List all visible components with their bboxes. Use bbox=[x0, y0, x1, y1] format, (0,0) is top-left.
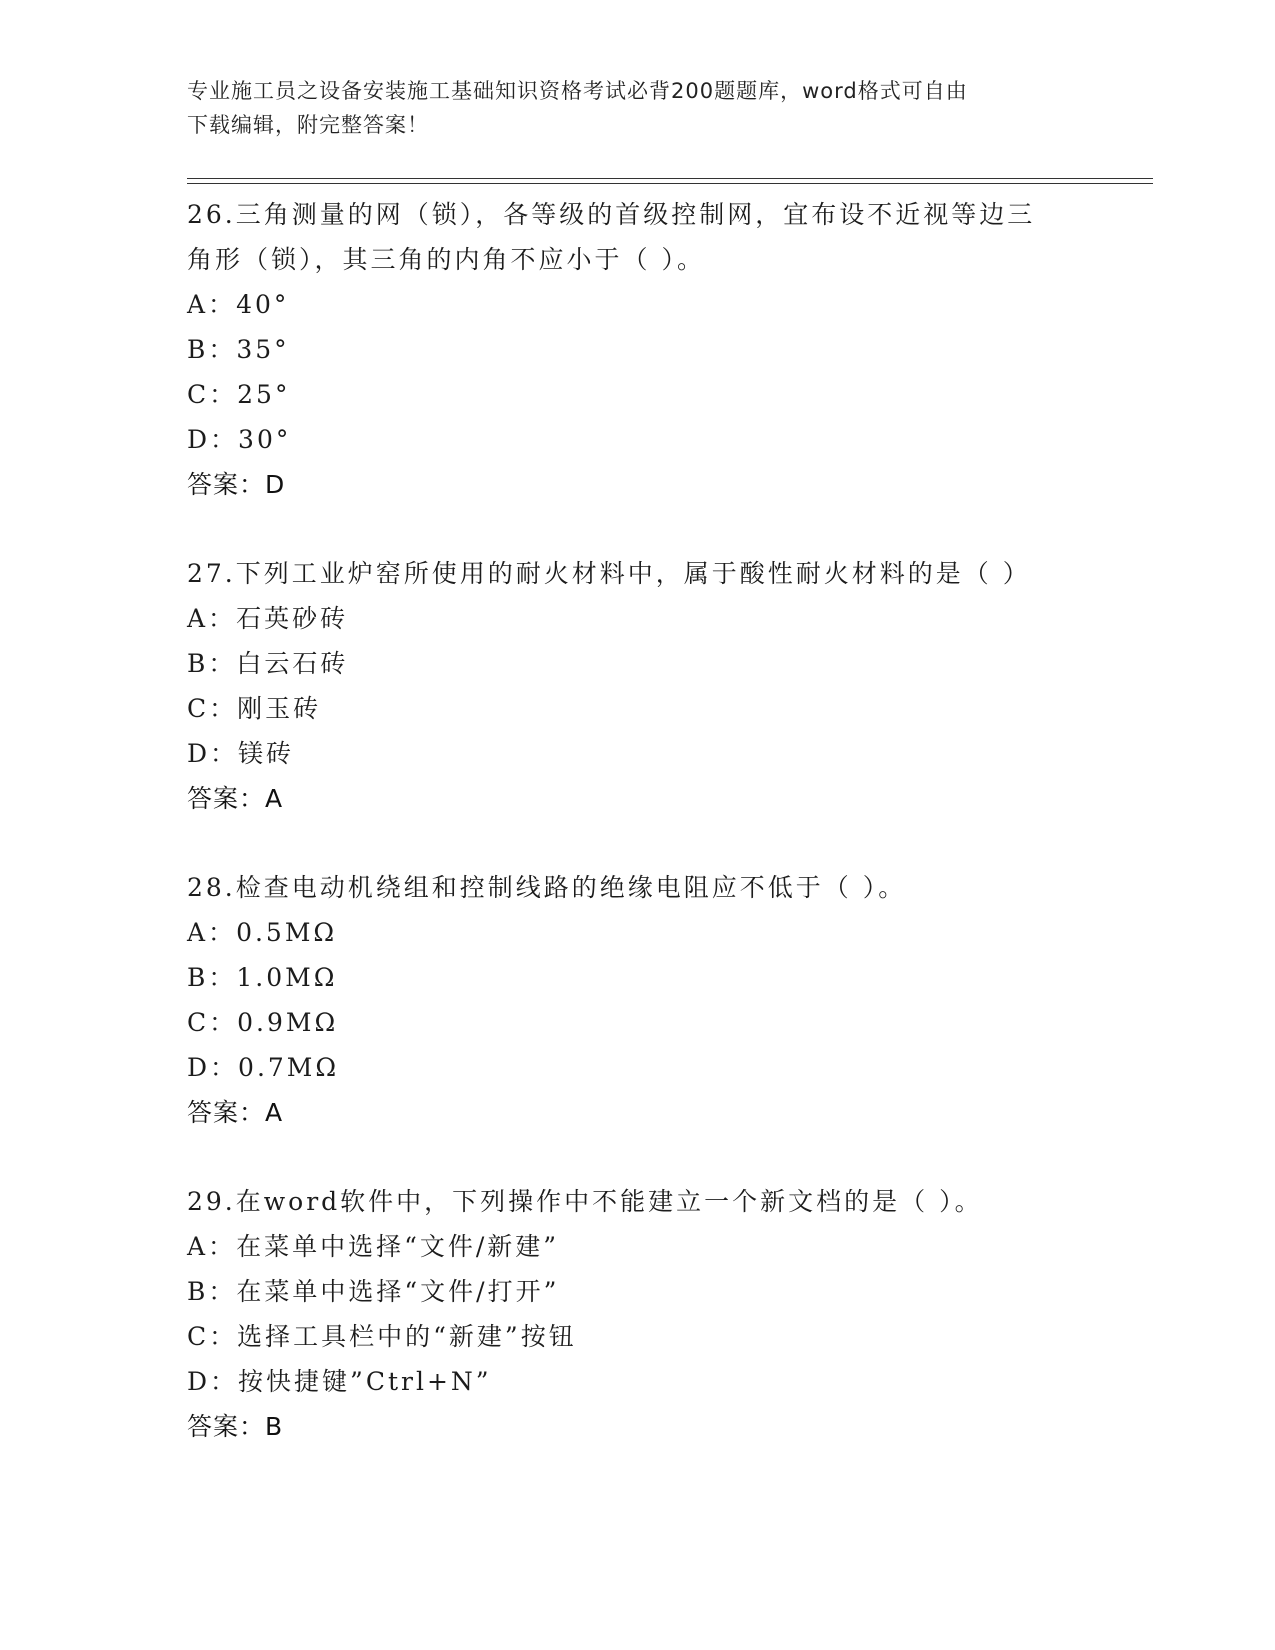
option-key: C： bbox=[187, 1008, 238, 1037]
option-a bbox=[187, 282, 1087, 327]
option-key: A： bbox=[187, 604, 237, 633]
option-d bbox=[187, 731, 1087, 776]
option-b bbox=[187, 641, 1087, 686]
header-divider-top bbox=[187, 178, 1153, 179]
option-a bbox=[187, 910, 1087, 955]
option-b bbox=[187, 327, 1087, 372]
question-29 bbox=[187, 1179, 1087, 1449]
option-key: B： bbox=[187, 963, 237, 992]
option-text: 在菜单中选择“文件/打开” bbox=[236, 1277, 560, 1306]
question-stem-line: 26.三角测量的网（锁），各等级的首级控制网，宜布设不近视等边三 bbox=[187, 200, 1036, 229]
option-text: 刚玉砖 bbox=[237, 694, 322, 723]
option-a bbox=[187, 596, 1087, 641]
option-text: 40° bbox=[236, 290, 290, 319]
option-c bbox=[187, 1000, 1087, 1045]
header-line-2: 下载编辑，附完整答案！ bbox=[187, 113, 429, 137]
option-text: 在菜单中选择“文件/新建” bbox=[236, 1232, 560, 1261]
header-divider-bottom bbox=[187, 183, 1153, 184]
option-key: A： bbox=[187, 918, 237, 947]
question-stem-line: 角形（锁），其三角的内角不应小于（ ）。 bbox=[187, 245, 705, 274]
answer-line: 答案：B bbox=[187, 1412, 284, 1441]
option-key: C： bbox=[187, 694, 238, 723]
option-key: C： bbox=[187, 380, 238, 409]
option-key: B： bbox=[187, 1277, 237, 1306]
option-key: B： bbox=[187, 335, 237, 364]
header-line-1: 专业施工员之设备安装施工基础知识资格考试必背200题题库，word格式可自由 bbox=[187, 79, 968, 103]
answer-line: 答案：D bbox=[187, 470, 286, 499]
question-stem-line: 29.在word软件中，下列操作中不能建立一个新文档的是（ ）。 bbox=[187, 1187, 983, 1216]
question-28 bbox=[187, 865, 1087, 1135]
option-c bbox=[187, 1314, 1087, 1359]
option-key: D： bbox=[187, 1053, 239, 1082]
option-key: C： bbox=[187, 1322, 238, 1351]
option-text: 按快捷键”Ctrl+N” bbox=[238, 1367, 492, 1396]
option-text: 1.0MΩ bbox=[236, 963, 338, 992]
question-stem-line: 27.下列工业炉窑所使用的耐火材料中，属于酸性耐火材料的是（ ） bbox=[187, 559, 1031, 588]
option-text: 35° bbox=[236, 335, 290, 364]
option-key: B： bbox=[187, 649, 237, 678]
question-list bbox=[187, 192, 1087, 1493]
option-key: D： bbox=[187, 425, 239, 454]
option-key: A： bbox=[187, 1232, 237, 1261]
answer-line: 答案：A bbox=[187, 1098, 284, 1127]
option-b bbox=[187, 1269, 1087, 1314]
option-text: 0.7MΩ bbox=[238, 1053, 340, 1082]
option-b bbox=[187, 955, 1087, 1000]
question-26 bbox=[187, 192, 1087, 507]
question-stem-line: 28.检查电动机绕组和控制线路的绝缘电阻应不低于（ ）。 bbox=[187, 873, 907, 902]
option-text: 镁砖 bbox=[238, 739, 295, 768]
option-c bbox=[187, 372, 1087, 417]
option-c bbox=[187, 686, 1087, 731]
option-text: 0.5MΩ bbox=[236, 918, 338, 947]
question-27 bbox=[187, 551, 1087, 821]
option-text: 0.9MΩ bbox=[237, 1008, 339, 1037]
option-text: 30° bbox=[238, 425, 292, 454]
option-d bbox=[187, 417, 1087, 462]
option-key: D： bbox=[187, 1367, 239, 1396]
option-text: 白云石砖 bbox=[236, 649, 349, 678]
option-text: 选择工具栏中的“新建”按钮 bbox=[237, 1322, 577, 1351]
option-text: 25° bbox=[237, 380, 291, 409]
option-a bbox=[187, 1224, 1087, 1269]
option-key: D： bbox=[187, 739, 239, 768]
option-key: A： bbox=[187, 290, 237, 319]
option-text: 石英砂砖 bbox=[236, 604, 349, 633]
document-header bbox=[187, 74, 1067, 142]
option-d bbox=[187, 1359, 1087, 1404]
option-d bbox=[187, 1045, 1087, 1090]
answer-line: 答案：A bbox=[187, 784, 284, 813]
